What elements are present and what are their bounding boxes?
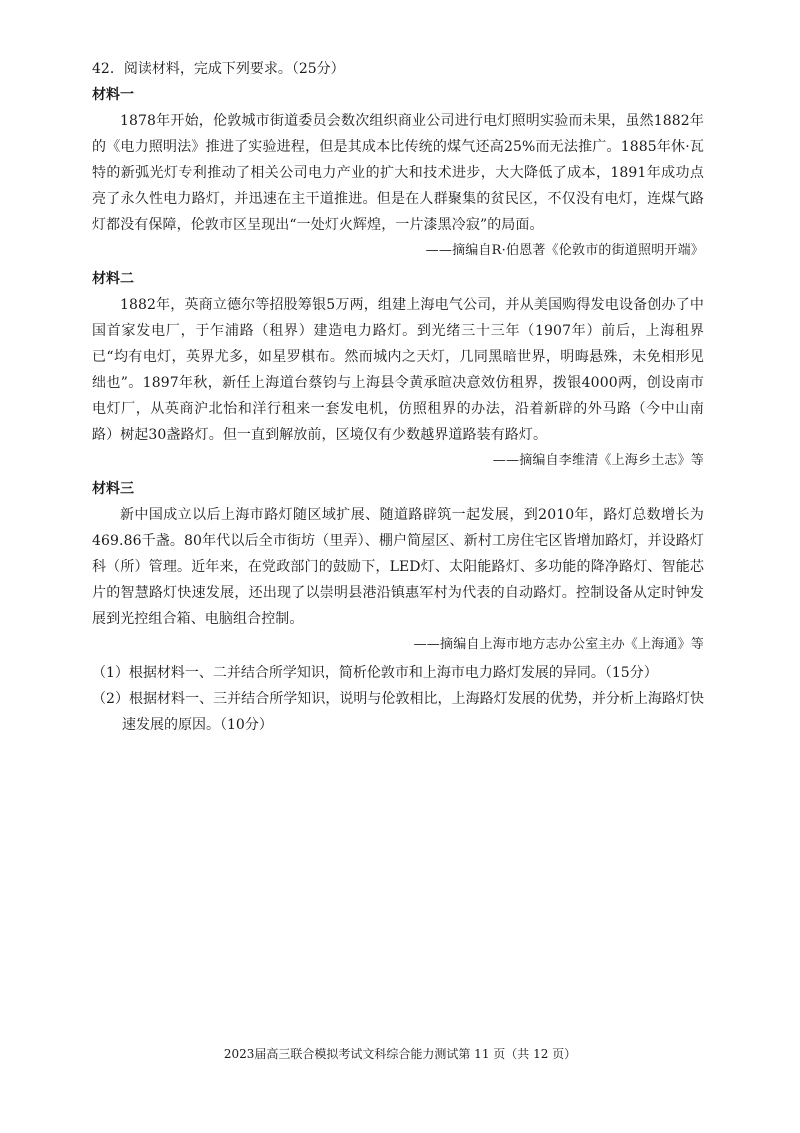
material-2-text: 1882年，英商立德尔等招股筹银5万两，组建上海电气公司，并从美国购得发电设备创办了中国首家发电厂，于乍浦路（租界）建造电力路灯。到光绪三十三年（1907年）前后，上海租界已“均有电灯，英界尤多，如星罗棋布。然而城内之天灯，几同黑暗世界，明晦悬殊，未免相形见绌也”。1897年秋，新任上海道台蔡钧与上海县令黄承暄决意效仿租界，拨银4000两，创设南市电灯厂，从英商沪北怡和洋行租来一套发电机，仿照租界的办法，沿着新辟的外马路（今中山南路）树起30盏路灯。但一直到解放前，区境仅有少数越界道路装有路灯。 <box>92 297 704 443</box>
material-3-source: ——摘编自上海市地方志办公室主办《上海通》等 <box>413 637 704 652</box>
material-2-heading: 材料二 <box>92 271 134 287</box>
material-2-source: ——摘编自李维清《上海乡土志》等 <box>492 453 704 468</box>
material-1 <box>92 82 704 264</box>
material-1-heading: 材料一 <box>92 87 134 103</box>
material-3-heading: 材料三 <box>92 481 134 497</box>
material-3-text: 新中国成立以后上海市路灯随区域扩展、随道路辟筑一起发展，到2010年，路灯总数增长为469.86千盏。80年代以后全市街坊（里弄）、棚户简屋区、新村工房住宅区皆增加路灯，并设路灯科（所）管理。近年来，在党政部门的鼓励下，LED灯、太阳能路灯、多功能的降净路灯、智能芯片的智慧路灯快速发展，还出现了以崇明县港沿镇惠军村为代表的自动路灯。控制设备从定时钟发展到光控组合箱、电脑组合控制。 <box>92 507 704 627</box>
question-title: 42．阅读材料，完成下列要求。（25分） <box>92 61 345 77</box>
material-3 <box>92 476 704 658</box>
material-1-source: ——摘编自R·伯恩著《伦敦市的街道照明开端》 <box>425 243 704 258</box>
page-footer: 2023届高三联合模拟考试文科综合能力测试第 11 页（共 12 页） <box>223 1047 577 1061</box>
ask-1: （1）根据材料一、二并结合所学知识，简析伦敦市和上海市电力路灯发展的异同。（15分） <box>92 665 658 681</box>
material-2 <box>92 266 704 474</box>
question-42 <box>92 56 704 738</box>
material-1-text: 1878年开始，伦敦城市街道委员会数次组织商业公司进行电灯照明实验而未果，虽然1882年的《电力照明法》推进了实验进程，但是其成本比传统的煤气还高25%而无法推广。1885年休·瓦特的新弧光灯专利推动了相关公司电力产业的扩大和技术进步，大大降低了成本，1891年成功点亮了永久性电力路灯，并迅速在主干道推进。但是在人群聚集的贫民区，不仅没有电灯，连煤气路灯都没有保障，伦敦市区呈现出“一处灯火辉煌，一片漆黑冷寂”的局面。 <box>92 113 704 233</box>
question-asks <box>92 660 704 738</box>
ask-2: （2）根据材料一、三并结合所学知识，说明与伦敦相比，上海路灯发展的优势，并分析上海路灯快速发展的原因。（10分） <box>92 691 704 733</box>
